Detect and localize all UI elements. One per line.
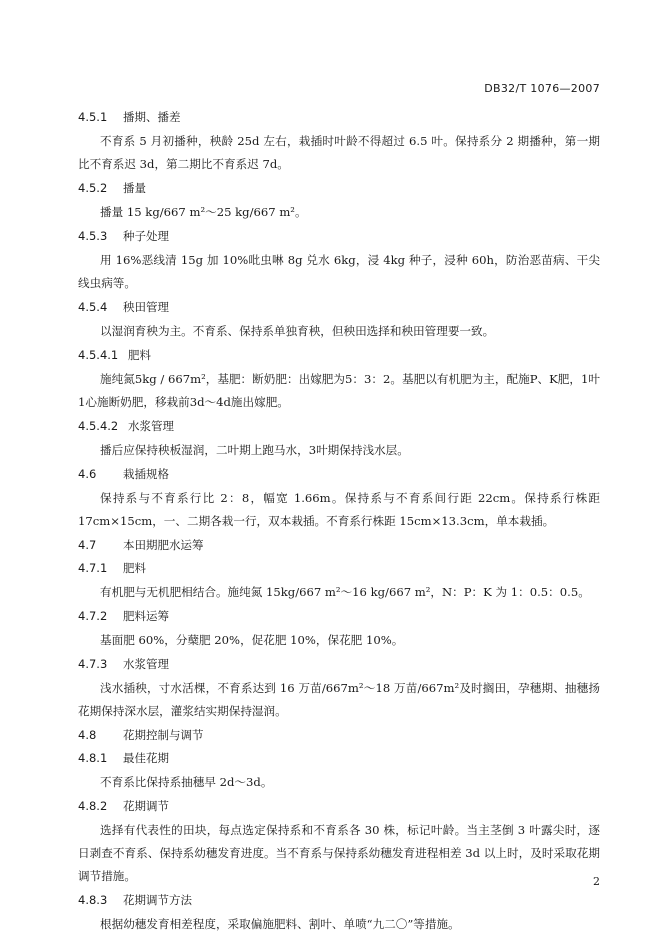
document-code: DB32/T 1076—2007 bbox=[484, 82, 600, 95]
section-title: 栽插规格 bbox=[123, 467, 169, 481]
paragraph: 播后应保持秧板湿润，二叶期上跑马水，3叶期保持浅水层。 bbox=[100, 443, 409, 457]
section-heading-4-8-1 bbox=[78, 748, 600, 768]
section-heading-4-5-4 bbox=[78, 297, 600, 317]
paragraph: 保持系与不育系行比 2：8，幅宽 1.66m。保持系与不育系间行距 22cm。保持系行株距 17cm×15cm，一、二期各栽一行，双本栽插。不育系行株距 15cm×13.3cm，单本栽插。 bbox=[78, 491, 600, 528]
section-title: 水浆管理 bbox=[123, 657, 169, 671]
section-number: 4.5.4.1 bbox=[78, 348, 119, 362]
section-title: 播期、播差 bbox=[123, 110, 181, 124]
section-title: 播量 bbox=[123, 181, 146, 195]
section-title: 本田期肥水运筹 bbox=[123, 538, 204, 552]
document-body bbox=[78, 105, 600, 938]
section-number: 4.5.4 bbox=[78, 300, 108, 314]
section-heading-4-5-2 bbox=[78, 178, 600, 198]
section-heading-4-8 bbox=[78, 725, 600, 745]
section-title: 水浆管理 bbox=[128, 419, 174, 433]
paragraph: 根据幼穗发育相差程度，采取偏施肥料、割叶、单喷“九二〇”等措施。 bbox=[100, 917, 460, 931]
paragraph: 以湿润育秧为主。不育系、保持系单独育秧，但秧田选择和秧田管理要一致。 bbox=[100, 324, 495, 338]
section-title: 秧田管理 bbox=[123, 300, 169, 314]
section-number: 4.8.2 bbox=[78, 799, 108, 813]
section-number: 4.5.4.2 bbox=[78, 419, 119, 433]
section-title: 花期控制与调节 bbox=[123, 728, 204, 742]
section-number: 4.5.2 bbox=[78, 181, 108, 195]
section-heading-4-8-2 bbox=[78, 796, 600, 816]
section-heading-4-7-1 bbox=[78, 558, 600, 578]
section-number: 4.7.3 bbox=[78, 657, 108, 671]
paragraph: 施纯氮5kg / 667m²，基肥：断奶肥：出嫁肥为5：3：2。基肥以有机肥为主，配施P、K肥，1叶1心施断奶肥，移栽前3d～4d施出嫁肥。 bbox=[78, 372, 600, 409]
section-number: 4.7 bbox=[78, 538, 97, 552]
section-title: 种子处理 bbox=[123, 229, 169, 243]
paragraph: 不育系比保持系抽穗早 2d～3d。 bbox=[100, 775, 273, 789]
section-number: 4.5.3 bbox=[78, 229, 108, 243]
section-heading-4-5-3 bbox=[78, 226, 600, 246]
section-number: 4.8 bbox=[78, 728, 97, 742]
paragraph: 播量 15 kg/667 m²～25 kg/667 m²。 bbox=[100, 205, 307, 219]
section-number: 4.8.1 bbox=[78, 751, 108, 765]
section-number: 4.5.1 bbox=[78, 110, 108, 124]
section-heading-4-5-4-2 bbox=[78, 416, 600, 436]
section-number: 4.7.2 bbox=[78, 609, 108, 623]
section-title: 最佳花期 bbox=[123, 751, 169, 765]
section-title: 肥料运筹 bbox=[123, 609, 169, 623]
section-title: 花期调节方法 bbox=[123, 893, 192, 907]
section-heading-4-6 bbox=[78, 464, 600, 484]
section-heading-4-7-2 bbox=[78, 606, 600, 626]
paragraph: 选择有代表性的田块，每点选定保持系和不育系各 30 株，标记叶龄。当主茎倒 3 叶露尖时，逐日剥查不育系、保持系幼穗发育进度。当不育系与保持系幼穗发育进程相差 3d 以上时，及时采取花期调节措施。 bbox=[78, 823, 600, 883]
section-title: 肥料 bbox=[128, 348, 151, 362]
section-heading-4-7-3 bbox=[78, 654, 600, 674]
section-heading-4-7 bbox=[78, 535, 600, 555]
paragraph: 基面肥 60%，分蘖肥 20%，促花肥 10%，保花肥 10%。 bbox=[100, 633, 404, 647]
section-heading-4-5-4-1 bbox=[78, 345, 600, 365]
section-title: 肥料 bbox=[123, 561, 146, 575]
section-title: 花期调节 bbox=[123, 799, 169, 813]
section-number: 4.6 bbox=[78, 467, 97, 481]
paragraph: 用 16%恶线清 15g 加 10%吡虫啉 8g 兑水 6kg，浸 4kg 种子，浸种 60h，防治恶苗病、干尖线虫病等。 bbox=[78, 253, 600, 290]
paragraph: 有机肥与无机肥相结合。施纯氮 15kg/667 m²～16 kg/667 m²，N：P：K 为 1：0.5：0.5。 bbox=[100, 585, 590, 599]
section-number: 4.7.1 bbox=[78, 561, 108, 575]
section-heading-4-5-1 bbox=[78, 107, 600, 127]
paragraph: 不育系 5 月初播种，秧龄 25d 左右，栽插时叶龄不得超过 6.5 叶。保持系分 2 期播种，第一期比不育系迟 3d，第二期比不育系迟 7d。 bbox=[78, 134, 600, 171]
page-number: 2 bbox=[593, 875, 600, 888]
paragraph: 浅水插秧，寸水活棵，不育系达到 16 万苗/667m²～18 万苗/667m²及时搁田，孕穗期、抽穗扬花期保持深水层，灌浆结实期保持湿润。 bbox=[78, 681, 600, 718]
section-heading-4-8-3 bbox=[78, 890, 600, 910]
section-number: 4.8.3 bbox=[78, 893, 108, 907]
